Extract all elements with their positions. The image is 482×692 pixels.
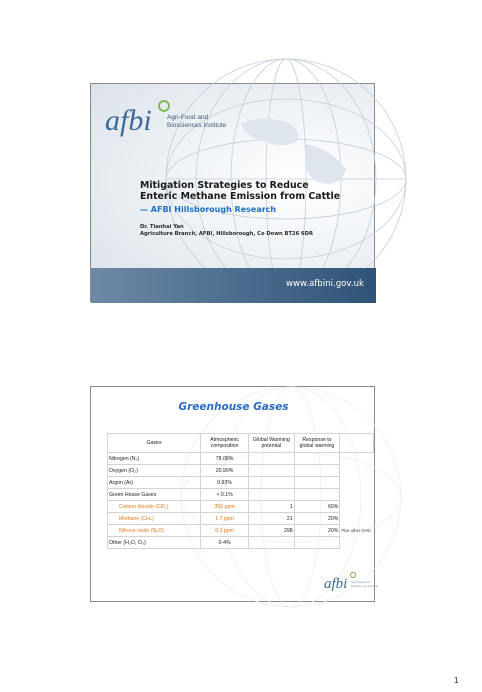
cell-note [340,477,374,489]
cell-gwp [249,537,295,549]
cell-gas: Argon (Ar) [108,477,201,489]
cell-composition: 20.90% [201,465,249,477]
table-header-row [108,434,374,453]
cell-gwp [249,489,295,501]
cell-gas: Methane (CH₄) [108,513,201,525]
cell-note [340,513,374,525]
cell-gwp [249,465,295,477]
cell-gas: Green House Gases [108,489,201,501]
cell-gas: Nitrogen (N₂) [108,453,201,465]
cell-note [340,465,374,477]
website-url[interactable]: www.afbini.gov.uk [285,279,364,289]
table-row [108,477,374,489]
header-gases: Gases [108,434,201,453]
cell-composition: 350 ppm [201,501,249,513]
cell-composition: 1.7 ppm [201,513,249,525]
cell-gas: Other (H₂O, O₃) [108,537,201,549]
greenhouse-gases-table [107,433,374,549]
cell-note: Plus other GHG [341,528,371,533]
cell-gwp [249,453,295,465]
logo-caption-line1: Agri-Food and [167,114,209,121]
logo-wordmark: afbi [105,104,152,137]
header-composition: Atmospheric composition [201,434,249,453]
header-response: Response to global warming [294,434,340,453]
table-row [108,525,374,537]
cell-composition: 0.3 ppm [201,525,249,537]
slide-title [140,180,365,202]
header-note [340,434,374,453]
afbi-logo-small [324,571,379,593]
cell-gas: Carbon dioxide (CO₂) [108,501,201,513]
cell-response [294,477,340,489]
greenhouse-gases-slide [90,386,379,602]
table-row [108,489,374,501]
author-block [140,224,313,238]
table-row [108,453,374,465]
author-affiliation: Agriculture Branch, AFBI, Hillsborough, Co Down BT26 6DR [140,231,313,237]
table-row [108,513,374,525]
cell-response [294,453,340,465]
cell-gwp [249,477,295,489]
cell-response [294,537,340,549]
page-number: 1 [454,676,459,685]
afbi-logo [105,100,175,140]
cell-note [340,537,374,549]
cell-gas: Oxygen (O₂) [108,465,201,477]
logo-caption [167,114,226,130]
cell-note [340,489,374,501]
header-gwp: Global Warming potential [249,434,295,453]
cell-response: 60% [294,501,340,513]
logo-wordmark: afbi [324,576,348,592]
logo-caption-line2: Biosciences Institute [167,122,227,129]
cell-gwp: 21 [249,513,295,525]
slide-title-line1: Mitigation Strategies to Reduce [140,180,309,191]
cell-composition: 0-4% [201,537,249,549]
cell-response: 20% [294,513,340,525]
slide-title-line2: Enteric Methane Emission from Cattle [140,191,341,202]
small-logo-caption-line1: Agri-Food and [351,580,371,584]
cell-response [294,465,340,477]
table-row [108,465,374,477]
cell-note [340,453,374,465]
title-slide [90,83,375,302]
cell-note [340,501,374,513]
cell-gwp: 298 [249,525,295,537]
table-row [108,537,374,549]
slide-title: Greenhouse Gases [178,401,289,413]
cell-gas: Nitrous oxide (N₂O) [108,525,201,537]
table-row [108,501,374,513]
small-logo-caption-line2: Biosciences Institute [351,584,379,588]
cell-composition: < 0.1% [201,489,249,501]
author-name: Dr. Tianhai Yan [140,224,184,230]
cell-response: 20% [294,525,340,537]
slide-subtitle: — AFBI Hillsborough Research [140,205,277,214]
cell-response [294,489,340,501]
table-body [108,453,374,549]
cell-composition: 0.93% [201,477,249,489]
cell-gwp: 1 [249,501,295,513]
cell-composition: 78.08% [201,453,249,465]
slide-footer-bar [91,268,376,303]
